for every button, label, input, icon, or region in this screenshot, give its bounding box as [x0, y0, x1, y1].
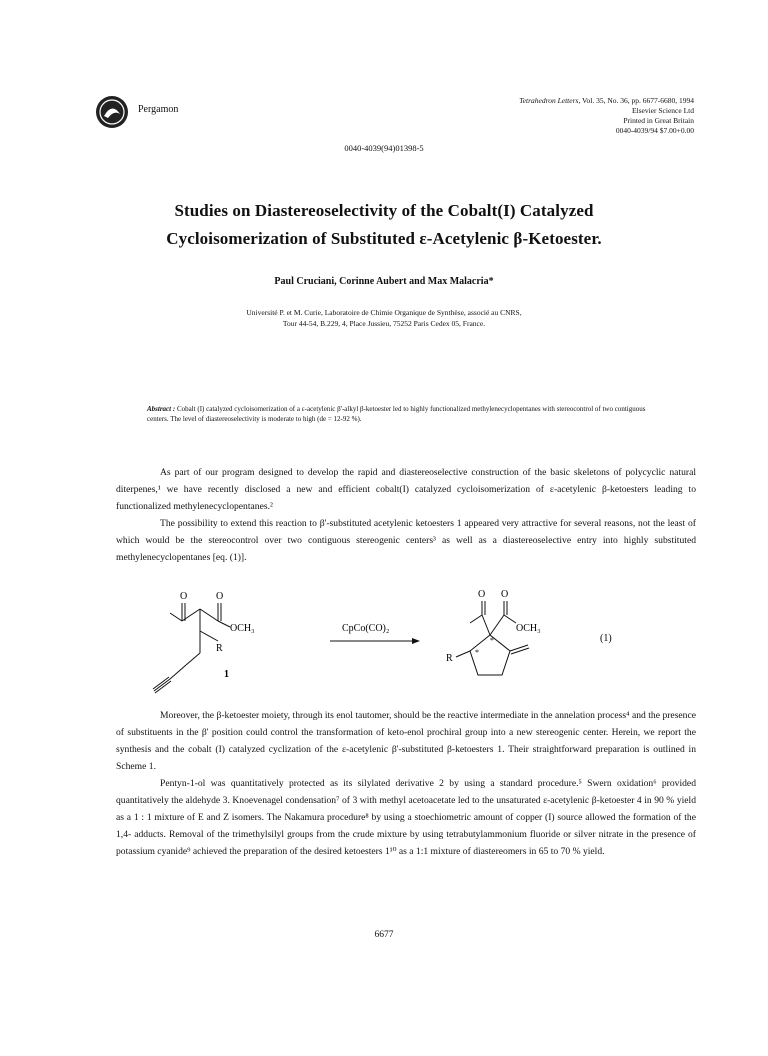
title-line-2: Cycloisomerization of Substituted ε-Acetylenic β-Ketoester. [166, 229, 602, 248]
paper-title [60, 197, 708, 253]
journal-price-line: 0040-4039/94 $7.00+0.00 [615, 126, 694, 135]
pergamon-logo-icon [94, 94, 130, 130]
product-r: R [446, 653, 453, 664]
affiliation-line-1: Université P. et M. Curie, Laboratoire de Chimie Organique de Synthèse, associé au CNRS, [246, 308, 522, 317]
journal-volume: , Vol. 35, No. 36, pp. 6677-6680, 1994 [578, 96, 694, 105]
title-line-1: Studies on Diastereoselectivity of the Cobalt(I) Catalyzed [174, 201, 594, 220]
abstract [147, 404, 647, 424]
page-number: 6677 [374, 930, 394, 940]
journal-publisher-line: Elsevier Science Ltd [631, 106, 694, 115]
authors: Paul Cruciani, Corinne Aubert and Max Malacria* [274, 276, 494, 287]
affiliation-line-2: Tour 44-54, B.229, 4, Place Jussieu, 75252 Paris Cedex 05, France. [282, 319, 486, 328]
journal-name: Tetrahedron Letters [519, 96, 579, 105]
publisher-name: Pergamon [138, 104, 179, 115]
paragraph-1: As part of our program designed to develop the rapid and diastereoselective construction of the basic skeletons of polycyclic natural diterpenes,¹ we have recently disclosed a new and efficient cobalt(I) catalyzed cycloisomerization of ε-acetylenic β-ketoesters leading to functionalized methylenecyclopentanes.² [116, 467, 696, 512]
equation-number: (1) [600, 633, 612, 644]
arrow-head-icon [412, 638, 420, 644]
paragraph-3: Moreover, the β-ketoester moiety, through its enol tautomer, should be the reactive intermediate in the annelation process⁴ and the presence of substituents in the β' position could control the transformation of keto-enol prochiral group into a new stereogenic center. Herein, we report the synthesis and the cobalt (I) catalyzed cyclization of the ε-acetylenic β'-substituted β-ketoesters 1. Their straightforward preparation is outlined in Scheme 1. [116, 710, 696, 772]
doi: 0040-4039(94)01398-5 [344, 143, 424, 153]
reaction-scheme [130, 585, 690, 700]
product-och3: OCH₃ [516, 623, 541, 634]
reactant-o1: O [180, 591, 188, 602]
journal-printed-line: Printed in Great Britain [623, 116, 694, 125]
reactant-o2: O [216, 591, 224, 602]
body-main [116, 707, 696, 860]
abstract-label: Abstract : [147, 405, 176, 413]
abstract-text: Cobalt (I) catalyzed cycloisomerization of a ε-acetylenic β'-alkyl β-ketoester led to highly functionalized methylenecyclopentanes with stereocontrol of two contiguous centers. The level of diastereoselectivity is moderate to high (de = 12-92 %). [147, 405, 646, 423]
product-o2: O [501, 589, 509, 600]
affiliation [160, 307, 608, 329]
reactant-r: R [216, 643, 223, 654]
reactant-och3: OCH₃ [230, 623, 255, 634]
stereocenter-mark-icon: * [475, 648, 479, 657]
paragraph-2: The possibility to extend this reaction to β'-substituted acetylenic ketoesters 1 appeared very attractive for several reasons, not the least of which would be the stereocontrol over two contiguous stereogenic centers³ as well as a diastereoselective entry into highly substituted methylenecyclopentanes [eq. (1)]. [116, 518, 696, 563]
journal-info [354, 96, 694, 136]
stereocenter-mark-icon: * [490, 636, 494, 645]
reagent: CpCo(CO)₂ [342, 623, 390, 634]
reactant-label: 1 [224, 669, 229, 680]
body-intro [116, 464, 696, 566]
product-o1: O [478, 589, 486, 600]
paragraph-4: Pentyn-1-ol was quantitatively protected as its silylated derivative 2 by using a standard procedure.⁵ Swern oxidation⁶ provided quantitatively the aldehyde 3. Knoevenagel condensation⁷ of 3 with methyl acetoacetate led to the unsaturated ε-acetylenic β-ketoester 4 in 90 % yield as a 1 : 1 mixture of E and Z isomers. The Nakamura procedure⁸ by using a stoechiometric amount of copper (I) source allowed the formation of the 1,4- adducts. Removal of the trimethylsilyl groups from the crude mixture by using tetrabutylammonium fluoride or silver nitrate in the presence of potassium cyanide⁹ achieved the preparation of the desired ketoesters 1¹⁰ as a 1:1 mixture of diastereomers in 65 to 70 % yield. [116, 778, 696, 857]
